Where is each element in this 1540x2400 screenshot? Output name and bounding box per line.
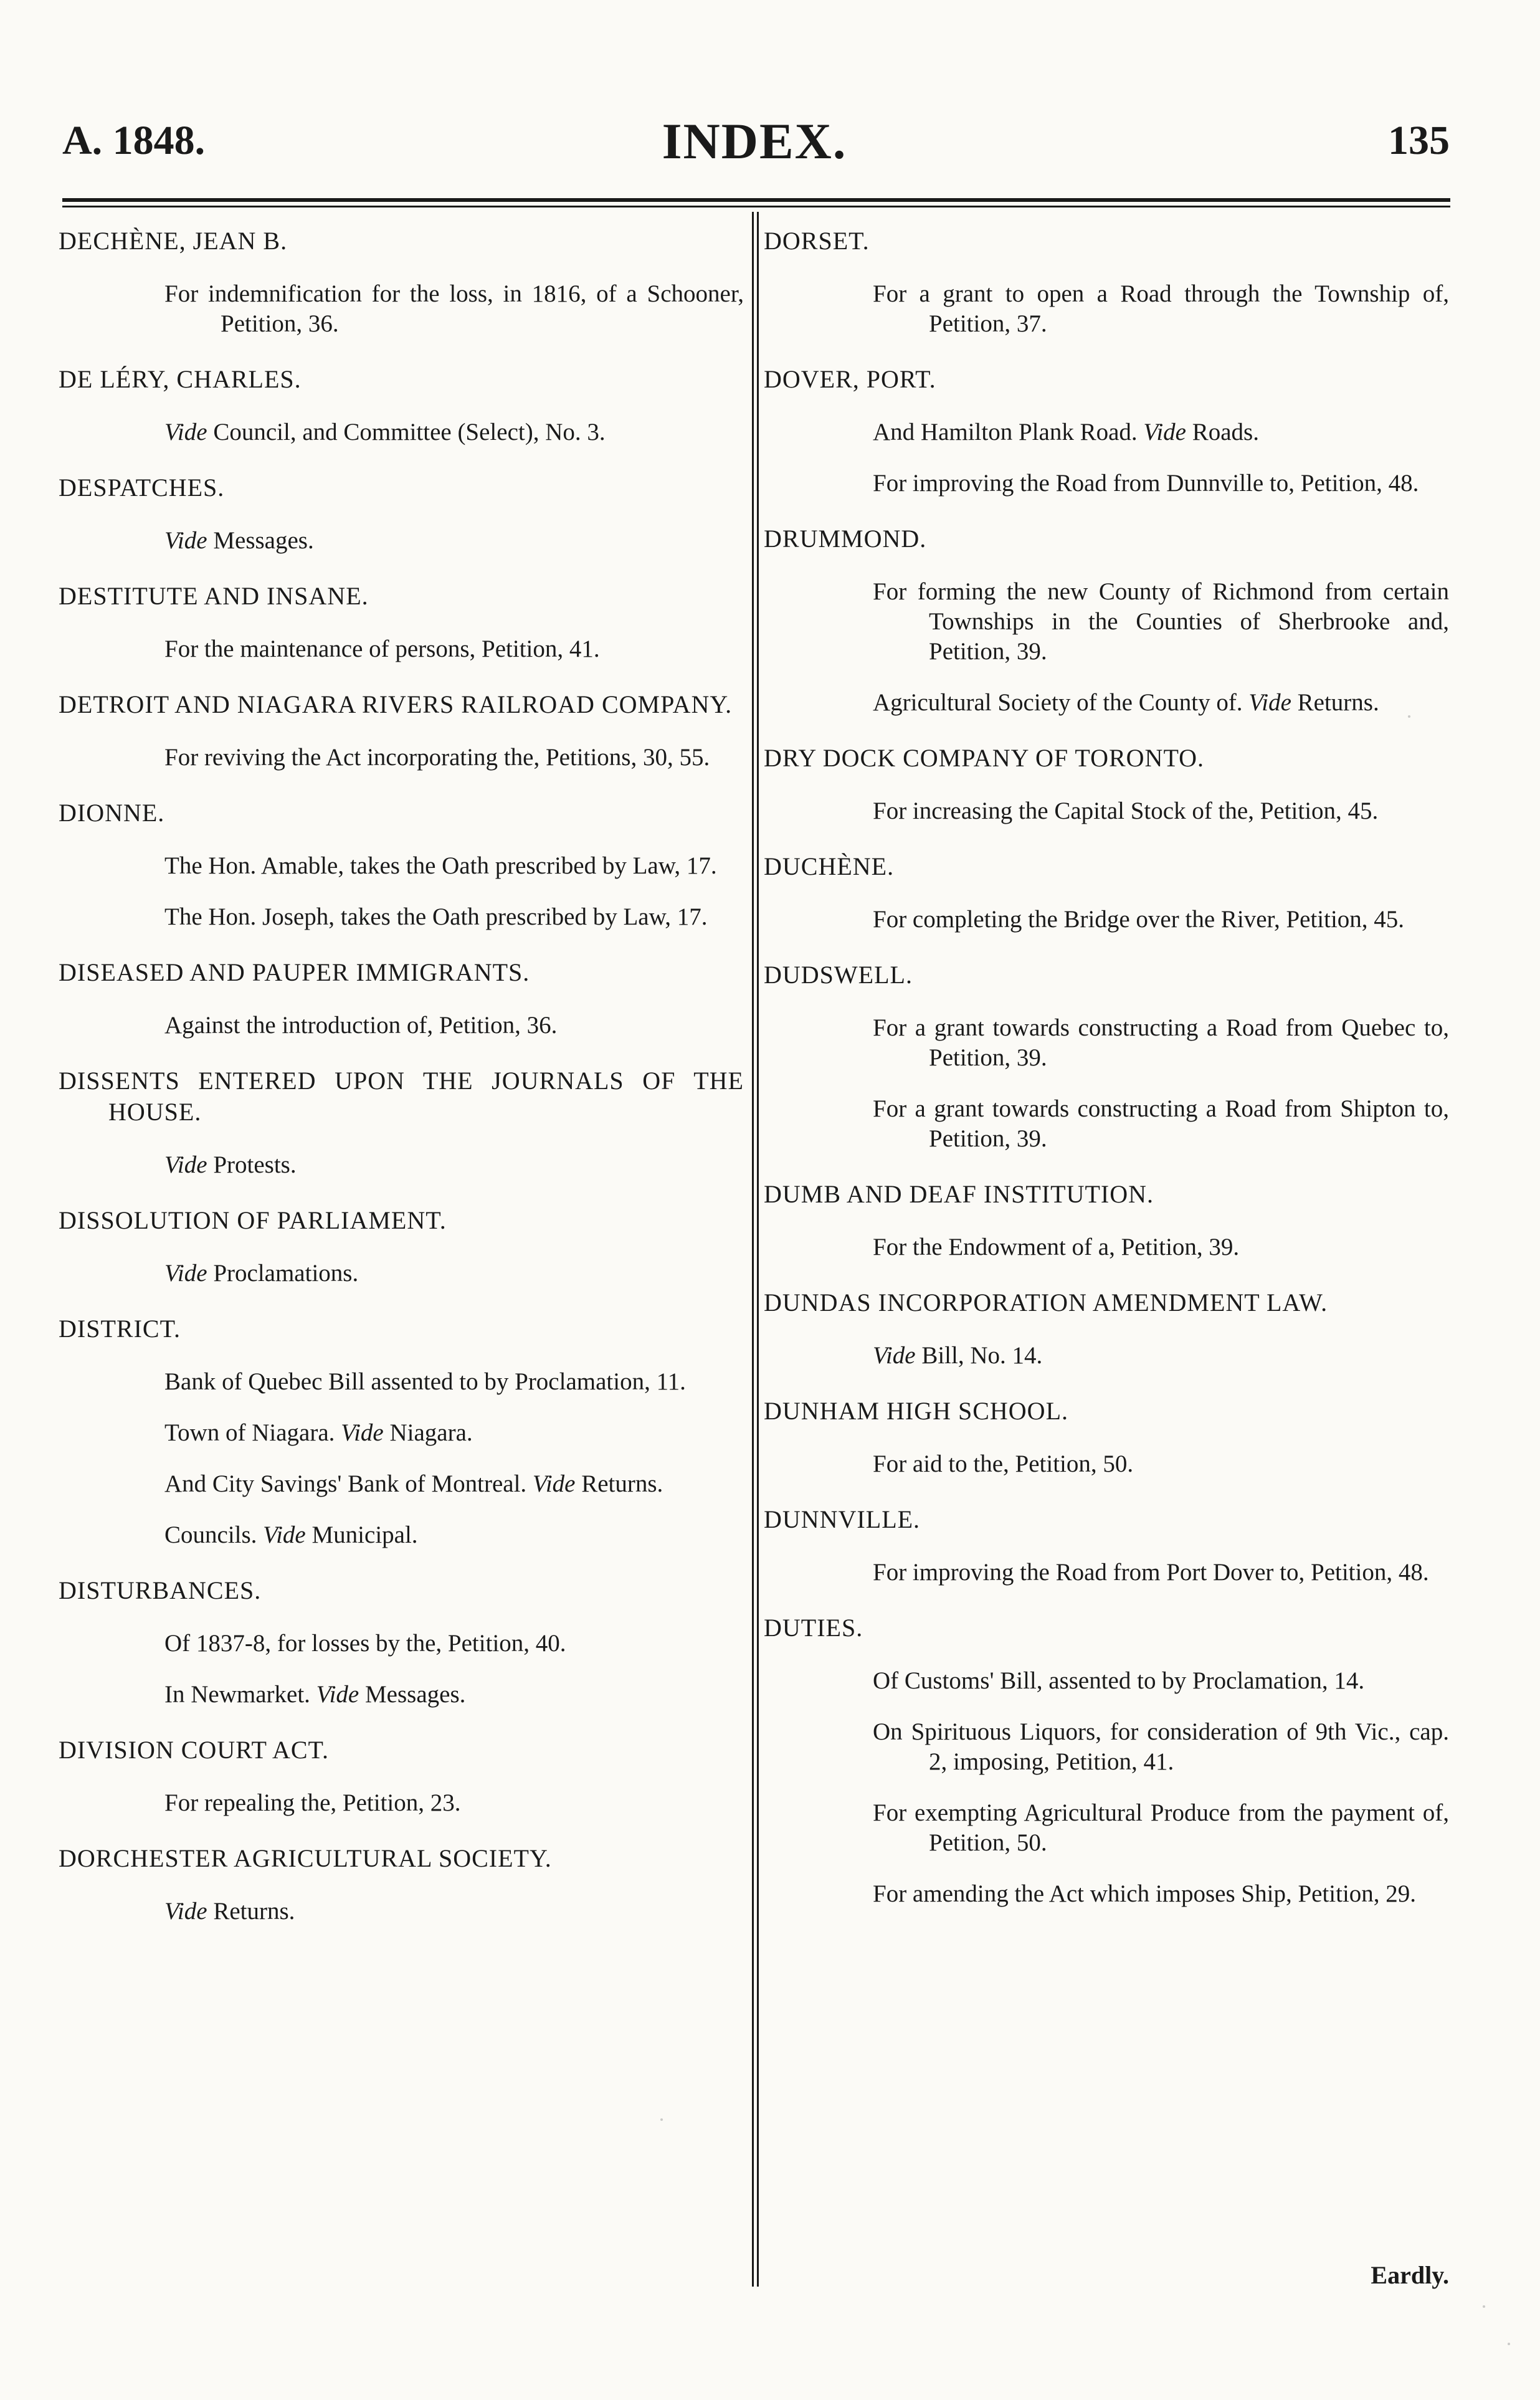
subitem-text: For a grant to open a Road through the Township of, Petition, 37. [873, 280, 1449, 337]
page-title: INDEX. [662, 113, 847, 169]
subitem-text: For reviving the Act incorporating the, Petitions, 30, 55. [164, 744, 710, 771]
entry-heading: DUDSWELL. [764, 961, 913, 989]
subitem-text: Councils. [164, 1521, 264, 1548]
index-entry [59, 581, 744, 664]
entry-heading: DECHÈNE, JEAN B. [59, 227, 288, 255]
entry-heading: DISSOLUTION OF PARLIAMENT. [59, 1206, 447, 1234]
index-entry [59, 689, 744, 773]
left-index-column [59, 226, 744, 1951]
entry-subitem [873, 1879, 1449, 1909]
vide-reference: Vide [164, 527, 207, 554]
entry-subitem [873, 1798, 1449, 1858]
entry-subitem [164, 1367, 744, 1397]
index-entry [59, 1843, 744, 1926]
right-index-column [764, 226, 1449, 1934]
index-entry [764, 226, 1449, 339]
subitem-text: Roads. [1186, 419, 1259, 445]
paper-speck [1483, 2305, 1485, 2308]
subitem-text: Town of Niagara. [164, 1419, 341, 1446]
subitem-text: Bank of Quebec Bill assented to by Proclamation, 11. [164, 1368, 686, 1395]
entry-subitem [873, 279, 1449, 339]
entry-subitem [873, 1341, 1449, 1371]
entry-heading: DISTRICT. [59, 1315, 181, 1343]
vide-reference: Vide [164, 1151, 207, 1178]
subitem-text: For increasing the Capital Stock of the, Petition, 45. [873, 798, 1379, 824]
header-rule-thick [62, 198, 1450, 202]
vide-reference: Vide [1143, 419, 1186, 445]
entry-heading: DUTIES. [764, 1614, 863, 1642]
entry-subitem [164, 1897, 744, 1926]
subitem-text: For amending the Act which imposes Ship, Petition, 29. [873, 1880, 1417, 1907]
subitem-text: Niagara. [383, 1419, 473, 1446]
entry-subitem [873, 1449, 1449, 1479]
subitem-text: Returns. [1291, 689, 1379, 716]
entry-heading: DISTURBANCES. [59, 1576, 262, 1604]
index-entry [59, 1313, 744, 1550]
entry-heading: DUCHÈNE. [764, 852, 895, 880]
subitem-text: Of Customs' Bill, assented to by Proclamation, 14. [873, 1667, 1365, 1694]
entry-heading: DESPATCHES. [59, 474, 225, 502]
subitem-text: For aid to the, Petition, 50. [873, 1450, 1134, 1477]
index-entry [59, 1065, 744, 1180]
column-divider [757, 212, 759, 2287]
index-entry [59, 957, 744, 1040]
paper-speck [1408, 715, 1410, 718]
entry-subitem [164, 1011, 744, 1040]
subitem-text: For forming the new County of Richmond from certain Townships in the Counties of Sherbrooke and, Petition, 39. [873, 578, 1449, 665]
entry-subitem [873, 1232, 1449, 1262]
subitem-text: For the maintenance of persons, Petition, 41. [164, 636, 600, 662]
index-entry [764, 1396, 1449, 1479]
subitem-text: And Hamilton Plank Road. [873, 419, 1144, 445]
vide-reference: Vide [873, 1342, 916, 1369]
entry-subitem [164, 1520, 744, 1550]
index-entry [764, 743, 1449, 826]
entry-subitem [873, 1717, 1449, 1777]
subitem-text: For repealing the, Petition, 23. [164, 1789, 461, 1816]
vide-reference: Vide [341, 1419, 384, 1446]
subitem-text: For completing the Bridge over the River, Petition, 45. [873, 906, 1405, 933]
entry-heading: DESTITUTE AND INSANE. [59, 582, 369, 610]
subitem-text: Of 1837-8, for losses by the, Petition, 40. [164, 1630, 566, 1657]
subitem-text: Returns. [575, 1470, 663, 1497]
subitem-text: In Newmarket. [164, 1681, 316, 1708]
index-entry [764, 960, 1449, 1154]
entry-heading: DOVER, PORT. [764, 365, 936, 393]
index-entry [764, 364, 1449, 498]
catchword: Eardly. [1371, 2261, 1449, 2289]
subitem-text: Bill, No. 14. [915, 1342, 1043, 1369]
entry-subitem [164, 902, 744, 932]
entry-subitem [873, 1013, 1449, 1073]
vide-reference: Vide [532, 1470, 576, 1497]
column-divider [752, 212, 754, 2287]
vide-reference: Vide [164, 1898, 207, 1925]
index-entry [764, 523, 1449, 718]
entry-heading: DRUMMOND. [764, 525, 927, 553]
page-header [59, 112, 1450, 187]
subitem-text: For improving the Road from Dunnville to, Petition, 48. [873, 470, 1419, 497]
entry-heading: DUMB AND DEAF INSTITUTION. [764, 1180, 1154, 1208]
index-entry [764, 1179, 1449, 1262]
entry-heading: DUNHAM HIGH SCHOOL. [764, 1397, 1068, 1425]
entry-heading: DISSENTS ENTERED UPON THE JOURNALS OF THE HOUSE. [59, 1067, 744, 1126]
entry-heading: DETROIT AND NIAGARA RIVERS RAILROAD COMPANY. [59, 690, 733, 718]
subitem-text: On Spirituous Liquors, for consideration of 9th Vic., cap. 2, imposing, Petition, 41. [873, 1718, 1449, 1775]
entry-heading: DE LÉRY, CHARLES. [59, 365, 302, 393]
index-entry [764, 1287, 1449, 1371]
index-entry [59, 226, 744, 339]
entry-subitem [164, 851, 744, 881]
entry-subitem [873, 688, 1449, 718]
index-entry [59, 1735, 744, 1818]
subitem-text: Protests. [207, 1151, 297, 1178]
entry-subitem [873, 796, 1449, 826]
entry-subitem [873, 469, 1449, 498]
entry-subitem [164, 1680, 744, 1710]
index-entry [59, 798, 744, 932]
entry-subitem [164, 1629, 744, 1659]
index-entry [764, 1504, 1449, 1588]
subitem-text: Returns. [207, 1898, 295, 1925]
subitem-text: And City Savings' Bank of Montreal. [164, 1470, 533, 1497]
entry-heading: DORCHESTER AGRICULTURAL SOCIETY. [59, 1844, 552, 1872]
entry-subitem [164, 1788, 744, 1818]
index-entry [764, 1612, 1449, 1909]
subitem-text: For a grant towards constructing a Road from Quebec to, Petition, 39. [873, 1014, 1449, 1071]
vide-reference: Vide [1248, 689, 1291, 716]
header-year: A. 1848. [62, 118, 206, 163]
vide-reference: Vide [164, 1260, 207, 1287]
entry-heading: DIVISION COURT ACT. [59, 1736, 330, 1764]
vide-reference: Vide [316, 1681, 359, 1708]
index-entry [59, 1575, 744, 1710]
entry-subitem [164, 526, 744, 556]
subitem-text: Against the introduction of, Petition, 36. [164, 1012, 558, 1039]
entry-subitem [164, 634, 744, 664]
subitem-text: For exempting Agricultural Produce from the payment of, Petition, 50. [873, 1799, 1449, 1856]
vide-reference: Vide [263, 1521, 306, 1548]
subitem-text: For indemnification for the loss, in 1816, of a Schooner, Petition, 36. [164, 280, 744, 337]
vide-reference: Vide [164, 419, 207, 445]
entry-subitem [873, 577, 1449, 667]
entry-subitem [164, 1150, 744, 1180]
entry-subitem [164, 417, 744, 447]
entry-subitem [873, 905, 1449, 935]
header-rule-thin [62, 206, 1450, 207]
subitem-text: For the Endowment of a, Petition, 39. [873, 1234, 1240, 1260]
entry-subitem [164, 1259, 744, 1288]
entry-subitem [164, 1418, 744, 1448]
entry-heading: DORSET. [764, 227, 870, 255]
subitem-text: Municipal. [305, 1521, 418, 1548]
subitem-text: Messages. [359, 1681, 466, 1708]
entry-subitem [873, 1558, 1449, 1588]
entry-subitem [873, 417, 1449, 447]
index-entry [764, 851, 1449, 935]
entry-heading: DISEASED AND PAUPER IMMIGRANTS. [59, 958, 530, 986]
subitem-text: For improving the Road from Port Dover to, Petition, 48. [873, 1559, 1429, 1586]
entry-subitem [164, 1469, 744, 1499]
subitem-text: Agricultural Society of the County of. [873, 689, 1249, 716]
entry-heading: DRY DOCK COMPANY OF TORONTO. [764, 744, 1205, 772]
entry-subitem [164, 279, 744, 339]
subitem-text: The Hon. Joseph, takes the Oath prescribed by Law, 17. [164, 903, 708, 930]
subitem-text: For a grant towards constructing a Road from Shipton to, Petition, 39. [873, 1095, 1449, 1152]
entry-subitem [873, 1094, 1449, 1154]
index-entry [59, 1205, 744, 1288]
entry-heading: DIONNE. [59, 799, 165, 827]
subitem-text: Messages. [207, 527, 314, 554]
paper-speck [1508, 2343, 1510, 2345]
subitem-text: Council, and Committee (Select), No. 3. [207, 419, 606, 445]
subitem-text: The Hon. Amable, takes the Oath prescribed by Law, 17. [164, 852, 717, 879]
index-entry [59, 364, 744, 447]
entry-heading: DUNDAS INCORPORATION AMENDMENT LAW. [764, 1288, 1328, 1317]
entry-heading: DUNNVILLE. [764, 1505, 921, 1533]
entry-subitem [164, 743, 744, 773]
entry-subitem [873, 1666, 1449, 1696]
paper-speck [660, 2118, 663, 2121]
page-number: 135 [1388, 118, 1450, 163]
index-entry [59, 472, 744, 556]
subitem-text: Proclamations. [207, 1260, 359, 1287]
